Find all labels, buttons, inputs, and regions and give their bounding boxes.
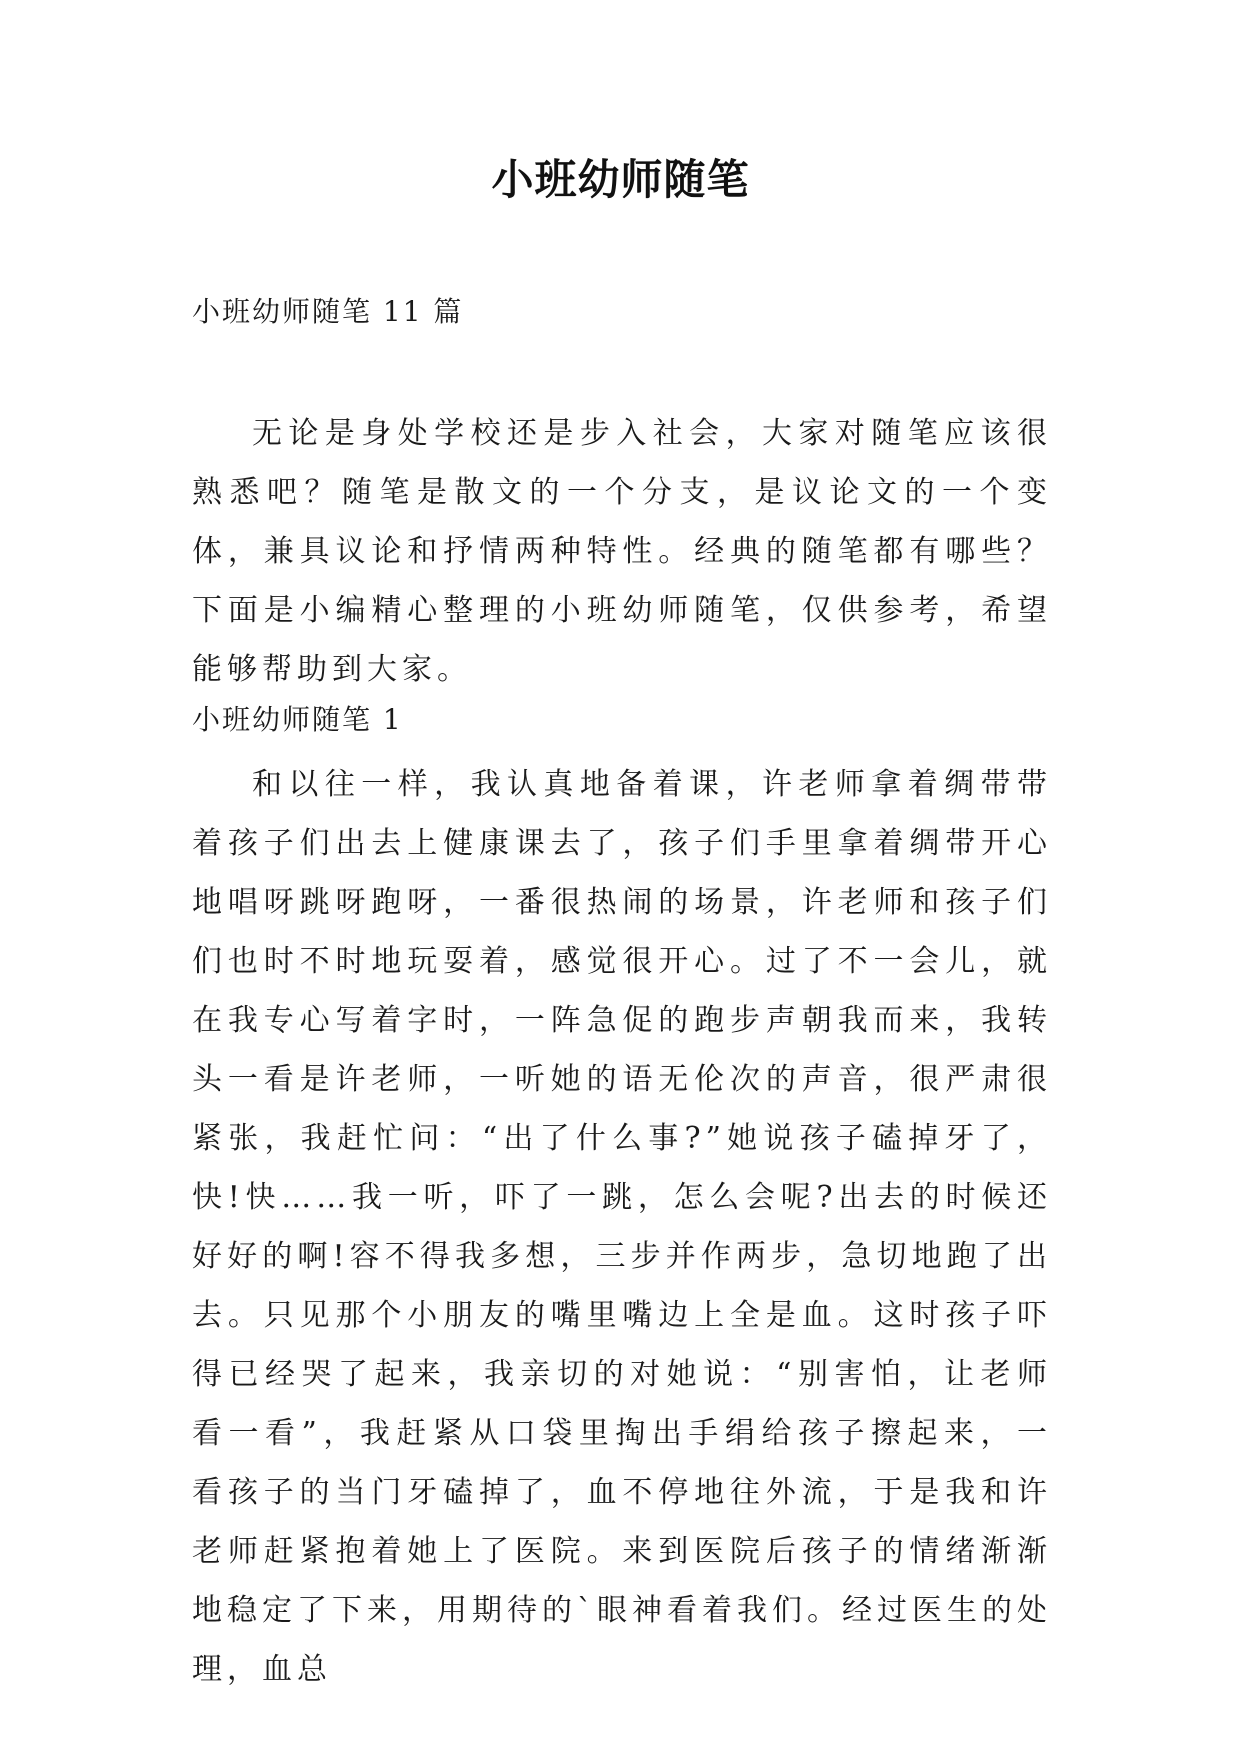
intro-paragraph: 无论是身处学校还是步入社会，大家对随笔应该很熟悉吧？随笔是散文的一个分支，是议论文的一个变体，兼具议论和抒情两种特性。经典的随笔都有哪些？下面是小编精心整理的小班幼师随笔，仅供参考，希望能够帮助到大家。 — [192, 416, 1052, 687]
document-subtitle: 小班幼师随笔 11 篇 — [192, 295, 464, 328]
section-body-paragraph: 和以往一样，我认真地备着课，许老师拿着绸带带着孩子们出去上健康课去了，孩子们手里拿着绸带开心地唱呀跳呀跑呀，一番很热闹的场景，许老师和孩子们们也时不时地玩耍着，感觉很开心。过了不一会儿，就在我专心写着字时，一阵急促的跑步声朝我而来，我转头一看是许老师，一听她的语无伦次的声音，很严肃很紧张，我赶忙问：“出了什么事?”她说孩子磕掉牙了，快!快……我一听，吓了一跳，怎么会呢?出去的时候还好好的啊!容不得我多想，三步并作两步，急切地跑了出去。只见那个小朋友的嘴里嘴边上全是血。这时孩子吓得已经哭了起来，我亲切的对她说：“别害怕，让老师看一看”，我赶紧从口袋里掏出手绢给孩子擦起来，一看孩子的当门牙磕掉了，血不停地往外流，于是我和许老师赶紧抱着她上了医院。来到医院后孩子的情绪渐渐地稳定了下来，用期待的`眼神看着我们。经过医生的处理，血总 — [192, 767, 1052, 1687]
section-heading: 小班幼师随笔 1 — [192, 703, 403, 736]
document-title: 小班幼师随笔 — [491, 155, 750, 204]
